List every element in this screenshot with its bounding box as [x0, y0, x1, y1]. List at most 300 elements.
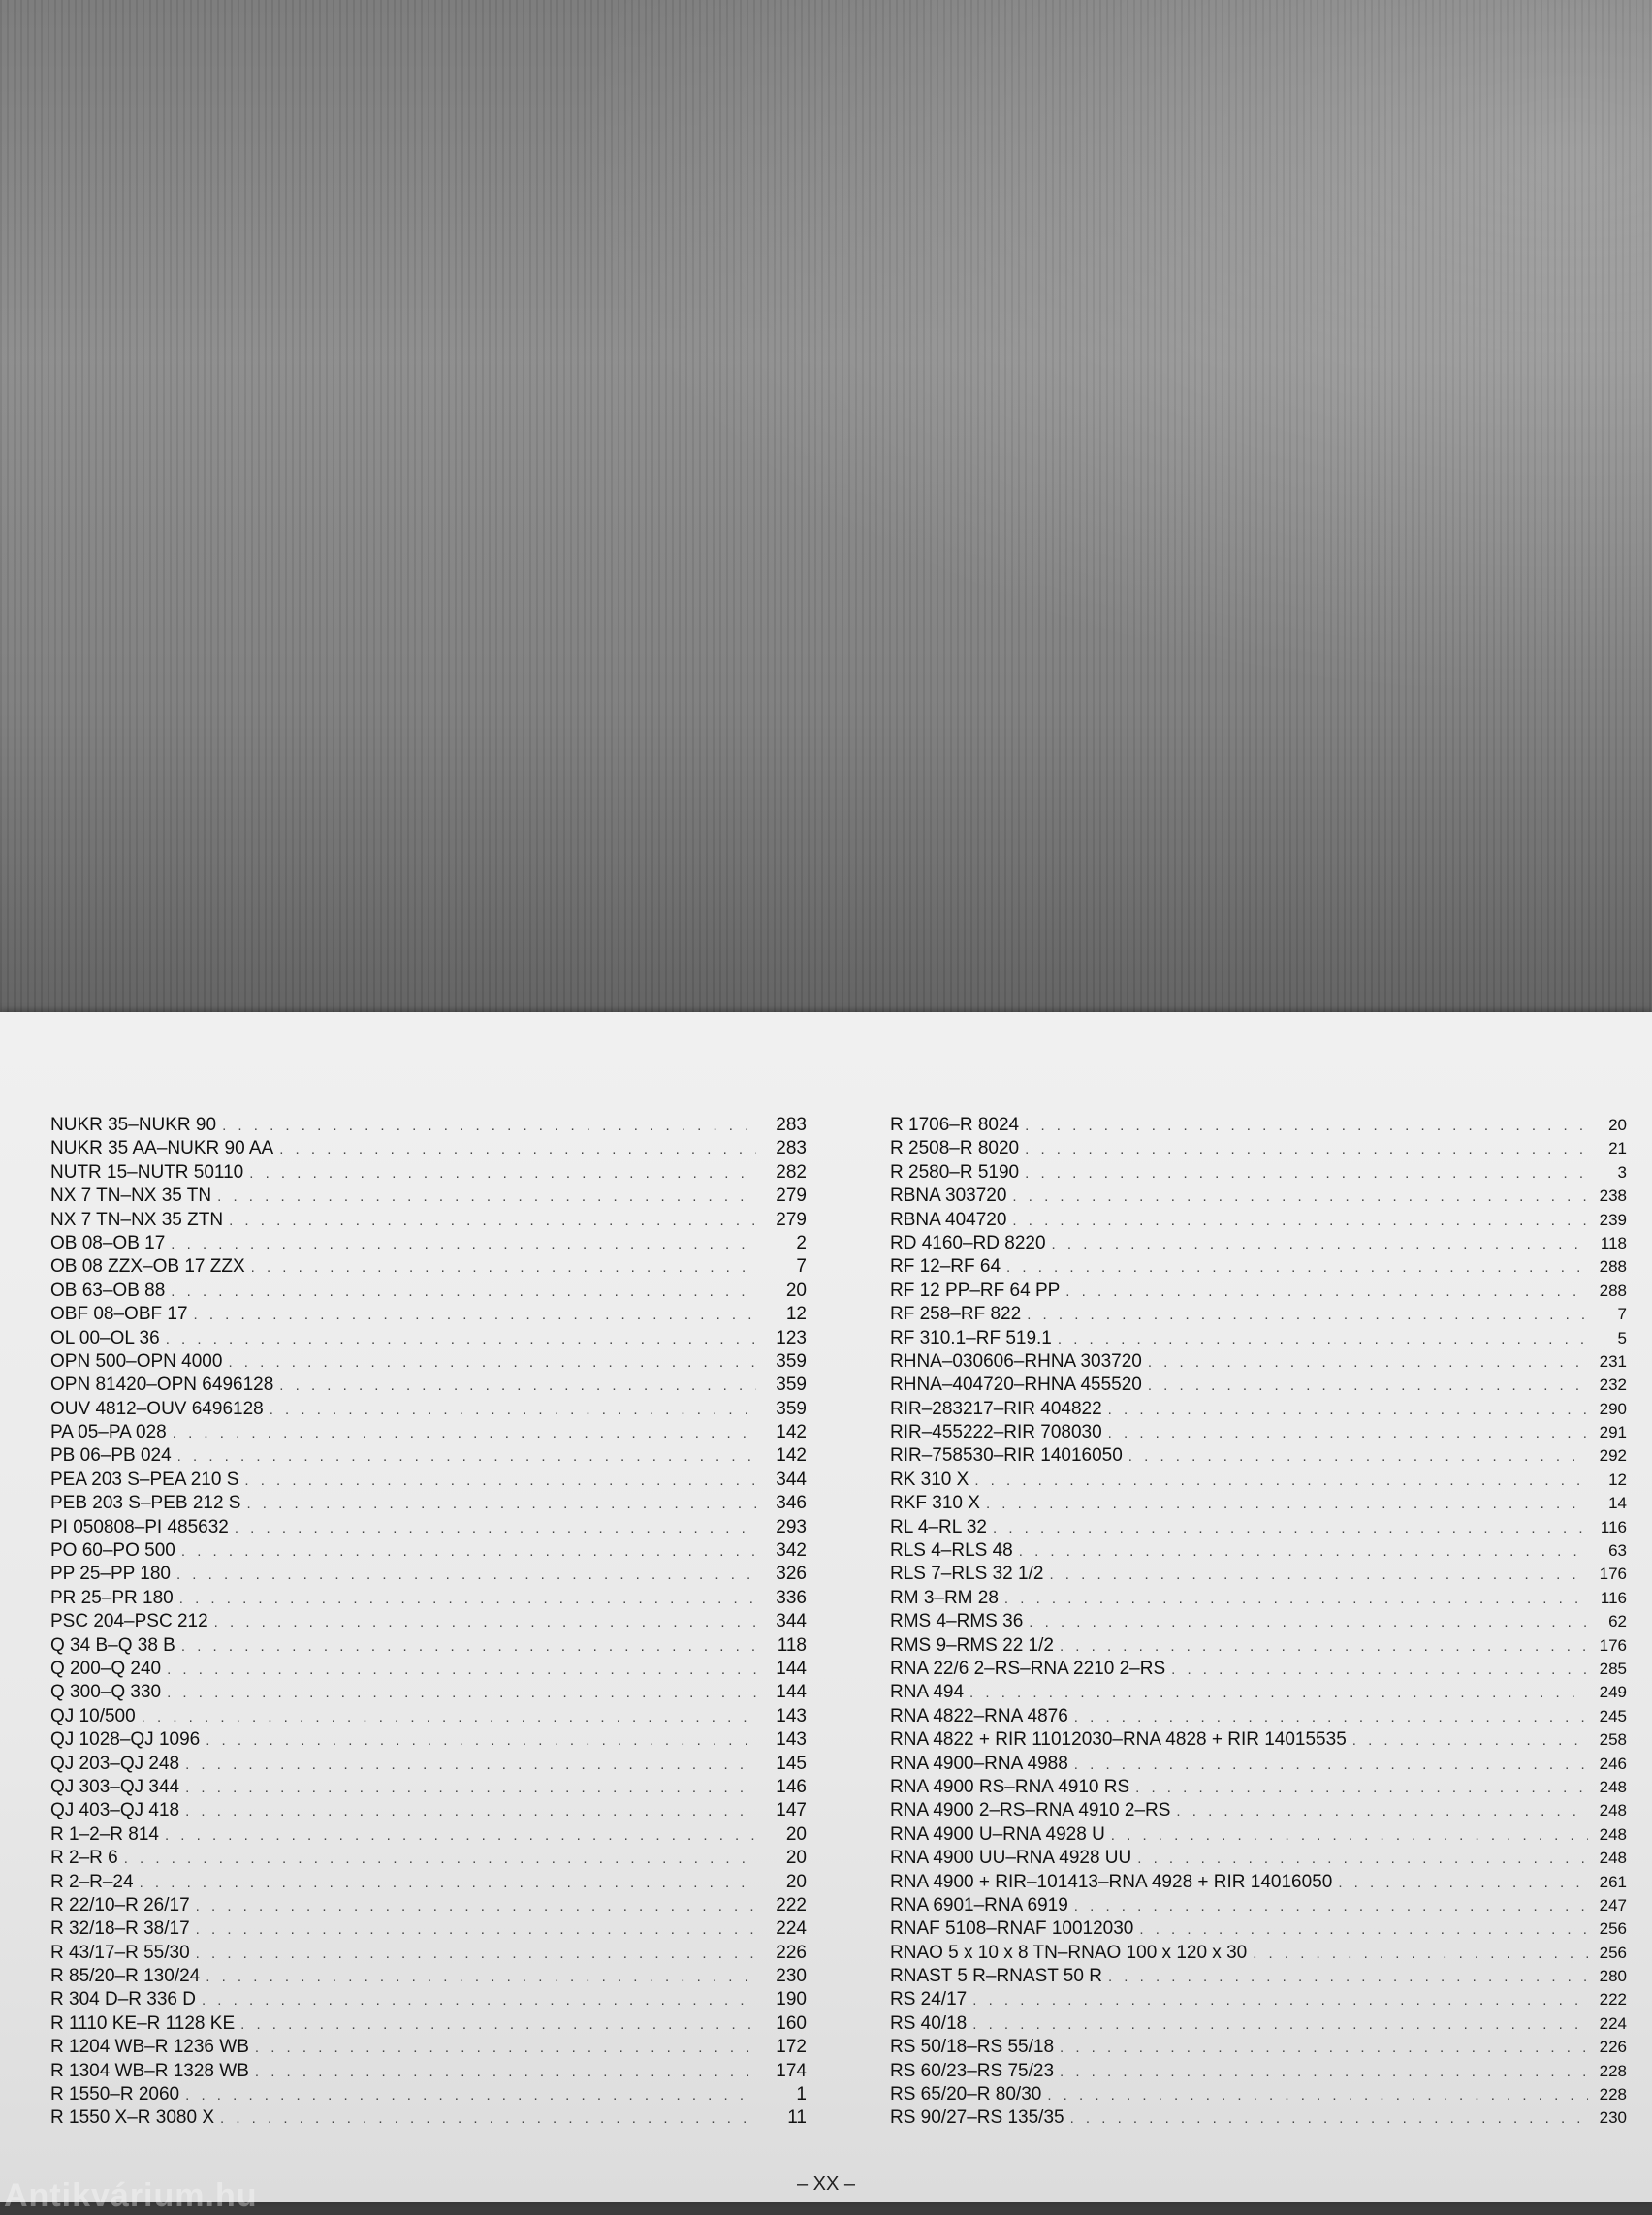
index-entry	[890, 1209, 1627, 1232]
index-entry	[50, 1209, 807, 1232]
leader-dots	[1352, 1729, 1588, 1753]
leader-dots	[1108, 1966, 1588, 1989]
entry-page: 359	[776, 1398, 807, 1419]
index-entry	[50, 1587, 807, 1610]
entry-page: 288	[1599, 1257, 1627, 1277]
index-entry	[890, 1185, 1627, 1208]
leader-dots	[1047, 2084, 1588, 2107]
leader-dots	[1025, 1115, 1588, 1138]
leader-dots	[1029, 1611, 1588, 1634]
leader-dots	[222, 1115, 756, 1138]
index-entry	[50, 1398, 807, 1421]
index-entry	[890, 1681, 1627, 1704]
index-entry	[890, 1988, 1627, 2011]
index-entry	[50, 1799, 807, 1822]
entry-page: 342	[776, 1540, 807, 1562]
entry-code: R 1304 WB–R 1328 WB	[50, 2060, 249, 2081]
index-entry	[890, 1444, 1627, 1468]
index-entry	[50, 1610, 807, 1633]
leader-dots	[1108, 1422, 1588, 1445]
index-entry	[890, 1327, 1627, 1350]
leader-dots	[249, 1162, 756, 1186]
leader-dots	[185, 1777, 756, 1800]
leader-dots	[1060, 1635, 1588, 1659]
leader-dots	[1052, 1233, 1588, 1256]
entry-code: Q 200–Q 240	[50, 1658, 162, 1679]
index-column-left	[50, 1114, 807, 2131]
entry-code: RS 50/18–RS 55/18	[890, 2037, 1055, 2058]
entry-code: OB 63–OB 88	[50, 1280, 166, 1301]
entry-page: 20	[785, 1823, 807, 1845]
entry-code: QJ 10/500	[50, 1705, 136, 1726]
entry-page: 256	[1599, 1943, 1627, 1962]
entry-page: 3	[1617, 1162, 1627, 1182]
entry-code: QJ 303–QJ 344	[50, 1776, 180, 1797]
entry-code: RNA 4822 + RIR 11012030–RNA 4828 + RIR 14015535	[890, 1729, 1347, 1751]
entry-code: RBNA 303720	[890, 1186, 1007, 1207]
entry-page: 228	[1599, 2061, 1627, 2080]
entry-code: RNA 494	[890, 1682, 965, 1703]
leader-dots	[1176, 1800, 1588, 1823]
entry-code: RF 12 PP–RF 64 PP	[890, 1280, 1061, 1301]
entry-page: 222	[1599, 1990, 1627, 2009]
leader-dots	[140, 1872, 756, 1895]
entry-code: OPN 500–OPN 4000	[50, 1350, 223, 1372]
index-entry	[890, 1917, 1627, 1941]
index-entry	[890, 1280, 1627, 1303]
leader-dots	[251, 1256, 756, 1280]
index-entry	[890, 1114, 1627, 1137]
leader-dots	[1025, 1138, 1588, 1161]
entry-code: RIR–758530–RIR 14016050	[890, 1445, 1123, 1467]
entry-page: 224	[776, 1918, 807, 1940]
leader-dots	[1338, 1872, 1588, 1895]
index-entry	[890, 1421, 1627, 1444]
entry-page: 285	[1599, 1659, 1627, 1678]
index-entry	[50, 1255, 807, 1279]
leader-dots	[1049, 1564, 1588, 1587]
entry-page: 176	[1599, 1565, 1627, 1584]
entry-code: RNA 4822–RNA 4876	[890, 1705, 1068, 1726]
entry-page: 258	[1599, 1730, 1627, 1750]
entry-page: 239	[1599, 1210, 1627, 1229]
index-entry	[890, 1799, 1627, 1822]
entry-page: 246	[1599, 1754, 1627, 1773]
entry-page: 1	[796, 2084, 807, 2105]
leader-dots	[1074, 1754, 1588, 1777]
entry-code: OB 08 ZZX–OB 17 ZZX	[50, 1256, 245, 1278]
leader-dots	[206, 1966, 756, 1989]
entry-page: 291	[1599, 1423, 1627, 1442]
leader-dots	[229, 1210, 756, 1233]
index-entry	[890, 1303, 1627, 1326]
entry-page: 147	[776, 1800, 807, 1821]
entry-code: RNAF 5108–RNAF 10012030	[890, 1918, 1134, 1940]
entry-page: 142	[776, 1422, 807, 1443]
leader-dots	[240, 2013, 756, 2037]
entry-page: 228	[1599, 2085, 1627, 2104]
entry-page: 12	[1608, 1470, 1627, 1489]
entry-page: 20	[1608, 1116, 1627, 1134]
entry-code: RNA 4900 RS–RNA 4910 RS	[890, 1776, 1130, 1797]
index-page	[0, 1012, 1652, 2214]
entry-page: 247	[1599, 1895, 1627, 1914]
entry-code: RS 60/23–RS 75/23	[890, 2060, 1055, 2081]
entry-code: R 2–R 6	[50, 1848, 118, 1869]
index-entry	[890, 1658, 1627, 1681]
entry-code: OPN 81420–OPN 6496128	[50, 1375, 274, 1396]
entry-page: 190	[776, 1989, 807, 2010]
index-entry	[890, 2060, 1627, 2083]
entry-code: RHNA–404720–RHNA 455520	[890, 1375, 1142, 1396]
index-entry	[50, 2083, 807, 2106]
leader-dots	[1060, 2037, 1588, 2060]
index-entry	[50, 1444, 807, 1468]
entry-code: PSC 204–PSC 212	[50, 1611, 208, 1632]
index-entry	[50, 1965, 807, 1988]
index-entry	[50, 1776, 807, 1799]
entry-code: QJ 203–QJ 248	[50, 1753, 180, 1774]
entry-page: 222	[776, 1894, 807, 1915]
entry-page: 230	[776, 1966, 807, 1987]
entry-code: RL 4–RL 32	[890, 1516, 987, 1537]
entry-code: RS 40/18	[890, 2012, 968, 2034]
leader-dots	[270, 1399, 756, 1422]
entry-code: RBNA 404720	[890, 1209, 1007, 1230]
entry-page: 118	[1600, 1233, 1627, 1252]
entry-code: NX 7 TN–NX 35 ZTN	[50, 1209, 224, 1230]
index-entry	[890, 1492, 1627, 1515]
leader-dots	[1012, 1186, 1588, 1209]
index-entry	[890, 1232, 1627, 1255]
leader-dots	[235, 1517, 756, 1540]
entry-page: 12	[785, 1304, 807, 1325]
entry-page: 245	[1599, 1706, 1627, 1725]
index-entry	[890, 1469, 1627, 1492]
index-entry	[50, 1469, 807, 1492]
leader-dots	[1111, 1824, 1588, 1848]
entry-code: RMS 9–RMS 22 1/2	[890, 1634, 1054, 1656]
entry-code: R 1550 X–R 3080 X	[50, 2107, 215, 2129]
entry-code: PI 050808–PI 485632	[50, 1516, 229, 1537]
entry-page: 123	[776, 1327, 807, 1348]
entry-code: RMS 4–RMS 36	[890, 1611, 1024, 1632]
entry-code: RNA 4900–RNA 4988	[890, 1753, 1068, 1774]
index-entry	[890, 1255, 1627, 1279]
index-entry	[890, 2106, 1627, 2130]
leader-dots	[1108, 1399, 1588, 1422]
index-entry	[50, 1185, 807, 1208]
index-entry	[50, 2012, 807, 2036]
entry-page: 238	[1599, 1187, 1627, 1206]
leader-dots	[173, 1422, 756, 1445]
leader-dots	[1135, 1777, 1588, 1800]
entry-code: OBF 08–OBF 17	[50, 1304, 188, 1325]
index-entry	[890, 1942, 1627, 1965]
index-entry	[50, 1303, 807, 1326]
entry-page: 232	[1599, 1376, 1627, 1395]
entry-code: RIR–455222–RIR 708030	[890, 1422, 1102, 1443]
index-entry	[890, 1823, 1627, 1847]
entry-code: R 85/20–R 130/24	[50, 1966, 201, 1987]
entry-page: 143	[776, 1705, 807, 1726]
entry-page: 293	[776, 1516, 807, 1537]
leader-dots	[1060, 2061, 1588, 2084]
index-entry	[50, 1232, 807, 1255]
entry-code: R 1204 WB–R 1236 WB	[50, 2037, 249, 2058]
entry-page: 116	[1600, 1517, 1627, 1536]
index-entry	[50, 2106, 807, 2130]
entry-page: 20	[785, 1871, 807, 1892]
index-entry	[50, 1280, 807, 1303]
leader-dots	[185, 1754, 756, 1777]
leader-dots	[194, 1304, 756, 1327]
entry-code: R 2580–R 5190	[890, 1161, 1020, 1183]
entry-page: 282	[776, 1161, 807, 1183]
leader-dots	[176, 1564, 756, 1587]
leader-dots	[244, 1470, 756, 1493]
leader-dots	[1004, 1588, 1588, 1611]
index-entry	[890, 1161, 1627, 1185]
entry-code: RK 310 X	[890, 1469, 969, 1490]
index-entry	[890, 1587, 1627, 1610]
index-entry	[50, 2060, 807, 2083]
entry-page: 224	[1599, 2013, 1627, 2033]
entry-code: Q 300–Q 330	[50, 1682, 162, 1703]
leader-dots	[202, 1989, 756, 2012]
leader-dots	[1128, 1445, 1588, 1469]
entry-code: OUV 4812–OUV 6496128	[50, 1398, 264, 1419]
index-column-right	[890, 1114, 1627, 2131]
entry-page: 7	[1617, 1305, 1627, 1324]
leader-dots	[279, 1375, 756, 1398]
entry-code: R 22/10–R 26/17	[50, 1894, 190, 1915]
leader-dots	[993, 1517, 1588, 1540]
leader-dots	[1253, 1943, 1588, 1966]
entry-page: 248	[1599, 1777, 1627, 1796]
leader-dots	[969, 1682, 1588, 1705]
entry-code: R 1–2–R 814	[50, 1823, 159, 1845]
entry-page: 261	[1599, 1872, 1627, 1891]
entry-code: OL 00–OL 36	[50, 1327, 160, 1348]
entry-code: RNA 6901–RNA 6919	[890, 1894, 1068, 1915]
leader-dots	[220, 2107, 756, 2131]
leader-dots	[177, 1445, 756, 1469]
entry-page: 11	[787, 2107, 807, 2129]
entry-code: RM 3–RM 28	[890, 1587, 999, 1608]
entry-code: R 2–R–24	[50, 1871, 134, 1892]
entry-page: 256	[1599, 1919, 1627, 1939]
entry-page: 283	[776, 1138, 807, 1159]
index-entry	[50, 1516, 807, 1539]
entry-page: 21	[1608, 1139, 1627, 1158]
leader-dots	[255, 2037, 756, 2060]
entry-page: 146	[776, 1776, 807, 1797]
entry-code: NUTR 15–NUTR 50110	[50, 1161, 244, 1183]
entry-page: 63	[1608, 1541, 1627, 1561]
entry-code: PEA 203 S–PEA 210 S	[50, 1469, 239, 1490]
leader-dots	[246, 1493, 756, 1516]
entry-page: 290	[1599, 1399, 1627, 1418]
index-entry	[50, 1917, 807, 1941]
entry-code: R 304 D–R 336 D	[50, 1989, 196, 2010]
leader-dots	[228, 1351, 756, 1375]
entry-code: RIR–283217–RIR 404822	[890, 1398, 1102, 1419]
entry-code: R 1550–R 2060	[50, 2084, 180, 2105]
index-entry	[890, 1350, 1627, 1374]
leader-dots	[1148, 1375, 1588, 1398]
entry-page: 230	[1599, 2108, 1627, 2128]
entry-page: 20	[785, 1848, 807, 1869]
leader-dots	[206, 1729, 756, 1753]
leader-dots	[196, 1943, 756, 1966]
entry-code: RNAO 5 x 10 x 8 TN–RNAO 100 x 120 x 30	[890, 1942, 1248, 1963]
entry-code: PR 25–PR 180	[50, 1587, 174, 1608]
index-entry	[890, 1753, 1627, 1776]
entry-page: 62	[1608, 1612, 1627, 1631]
index-entry	[890, 1398, 1627, 1421]
index-entry	[50, 1705, 807, 1728]
entry-page: 142	[776, 1445, 807, 1467]
index-entry	[50, 1728, 807, 1752]
leader-dots	[171, 1233, 756, 1256]
index-entry	[50, 1988, 807, 2011]
index-entry	[890, 1847, 1627, 1870]
entry-page: 160	[776, 2012, 807, 2034]
leader-dots	[1139, 1918, 1588, 1942]
entry-code: RS 90/27–RS 135/35	[890, 2107, 1064, 2129]
leader-dots	[1065, 1281, 1588, 1304]
entry-code: PO 60–PO 500	[50, 1540, 175, 1562]
entry-page: 14	[1608, 1494, 1627, 1513]
index-entry	[50, 1563, 807, 1586]
entry-code: QJ 403–QJ 418	[50, 1800, 180, 1821]
entry-code: PA 05–PA 028	[50, 1422, 167, 1443]
leader-dots	[217, 1186, 756, 1209]
index-entry	[50, 1350, 807, 1374]
entry-code: RHNA–030606–RHNA 303720	[890, 1350, 1142, 1372]
entry-code: NX 7 TN–NX 35 TN	[50, 1186, 212, 1207]
index-entry	[890, 1705, 1627, 1728]
leader-dots	[972, 2013, 1588, 2037]
entry-page: 20	[785, 1280, 807, 1301]
leader-dots	[1012, 1210, 1588, 1233]
entry-code: RF 310.1–RF 519.1	[890, 1327, 1052, 1348]
entry-code: RD 4160–RD 8220	[890, 1232, 1046, 1253]
index-entry	[50, 1942, 807, 1965]
index-entry	[890, 1871, 1627, 1894]
leader-dots	[181, 1635, 756, 1659]
leader-dots	[1025, 1162, 1588, 1186]
leader-dots	[1019, 1540, 1588, 1564]
index-entry	[890, 2012, 1627, 2036]
leader-dots	[279, 1138, 756, 1161]
index-entry	[890, 2036, 1627, 2059]
entry-page: 5	[1617, 1328, 1627, 1347]
index-entry	[50, 1492, 807, 1515]
entry-page: 336	[776, 1587, 807, 1608]
leader-dots	[1074, 1895, 1588, 1918]
index-entry	[890, 1610, 1627, 1633]
entry-code: RS 24/17	[890, 1989, 968, 2010]
index-entry	[50, 1114, 807, 1137]
leader-dots	[1148, 1351, 1588, 1375]
leader-dots	[171, 1281, 756, 1304]
entry-page: 248	[1599, 1849, 1627, 1868]
entry-page: 145	[776, 1753, 807, 1774]
entry-page: 2	[796, 1232, 807, 1253]
leader-dots	[167, 1659, 756, 1682]
index-entry	[890, 1516, 1627, 1539]
index-entry	[890, 1137, 1627, 1160]
leader-dots	[1058, 1328, 1588, 1351]
leader-dots	[1027, 1304, 1588, 1327]
leader-dots	[1070, 2107, 1588, 2131]
leader-dots	[142, 1706, 756, 1729]
entry-page: 344	[776, 1611, 807, 1632]
entry-code: RNA 4900 U–RNA 4928 U	[890, 1823, 1105, 1845]
leader-dots	[255, 2061, 756, 2084]
entry-page: 359	[776, 1350, 807, 1372]
index-entry	[50, 1634, 807, 1658]
entry-code: R 1706–R 8024	[890, 1115, 1020, 1135]
entry-code: R 1110 KE–R 1128 KE	[50, 2012, 236, 2034]
entry-code: R 43/17–R 55/30	[50, 1942, 190, 1963]
index-entry	[50, 1327, 807, 1350]
entry-code: RF 12–RF 64	[890, 1256, 1001, 1278]
leader-dots	[972, 1989, 1588, 2012]
entry-code: RNAST 5 R–RNAST 50 R	[890, 1966, 1102, 1987]
entry-page: 249	[1599, 1683, 1627, 1702]
entry-page: 144	[776, 1658, 807, 1679]
entry-code: RLS 4–RLS 48	[890, 1540, 1013, 1562]
index-entry	[890, 1374, 1627, 1397]
leader-dots	[974, 1470, 1588, 1493]
index-entry	[50, 1823, 807, 1847]
entry-code: PEB 203 S–PEB 212 S	[50, 1493, 241, 1514]
index-entry	[890, 2083, 1627, 2106]
index-entry	[890, 1776, 1627, 1799]
entry-page: 143	[776, 1729, 807, 1751]
entry-page: 248	[1599, 1801, 1627, 1820]
leader-dots	[986, 1493, 1588, 1516]
index-entry	[890, 1539, 1627, 1563]
entry-page: 344	[776, 1469, 807, 1490]
index-entry	[890, 1634, 1627, 1658]
entry-page: 176	[1599, 1635, 1627, 1655]
index-entry	[50, 1421, 807, 1444]
entry-code: RF 258–RF 822	[890, 1304, 1022, 1325]
index-entry	[50, 1374, 807, 1397]
leader-dots	[165, 1824, 756, 1848]
entry-code: RNA 4900 + RIR–101413–RNA 4928 + RIR 14016050	[890, 1871, 1333, 1892]
entry-code: NUKR 35–NUKR 90	[50, 1115, 217, 1135]
page-number: – XX –	[796, 2173, 856, 2195]
leader-dots	[196, 1895, 756, 1918]
leader-dots	[1171, 1659, 1588, 1682]
leader-dots	[124, 1848, 756, 1871]
index-entry	[890, 1965, 1627, 1988]
index-entry	[50, 1137, 807, 1160]
entry-code: Q 34 B–Q 38 B	[50, 1634, 175, 1656]
entry-code: RNA 22/6 2–RS–RNA 2210 2–RS	[890, 1658, 1166, 1679]
index-entry	[50, 1658, 807, 1681]
entry-page: 288	[1599, 1281, 1627, 1300]
entry-code: RS 65/20–R 80/30	[890, 2084, 1042, 2105]
entry-page: 283	[776, 1115, 807, 1135]
index-entry	[50, 1847, 807, 1870]
leader-dots	[1006, 1256, 1588, 1280]
